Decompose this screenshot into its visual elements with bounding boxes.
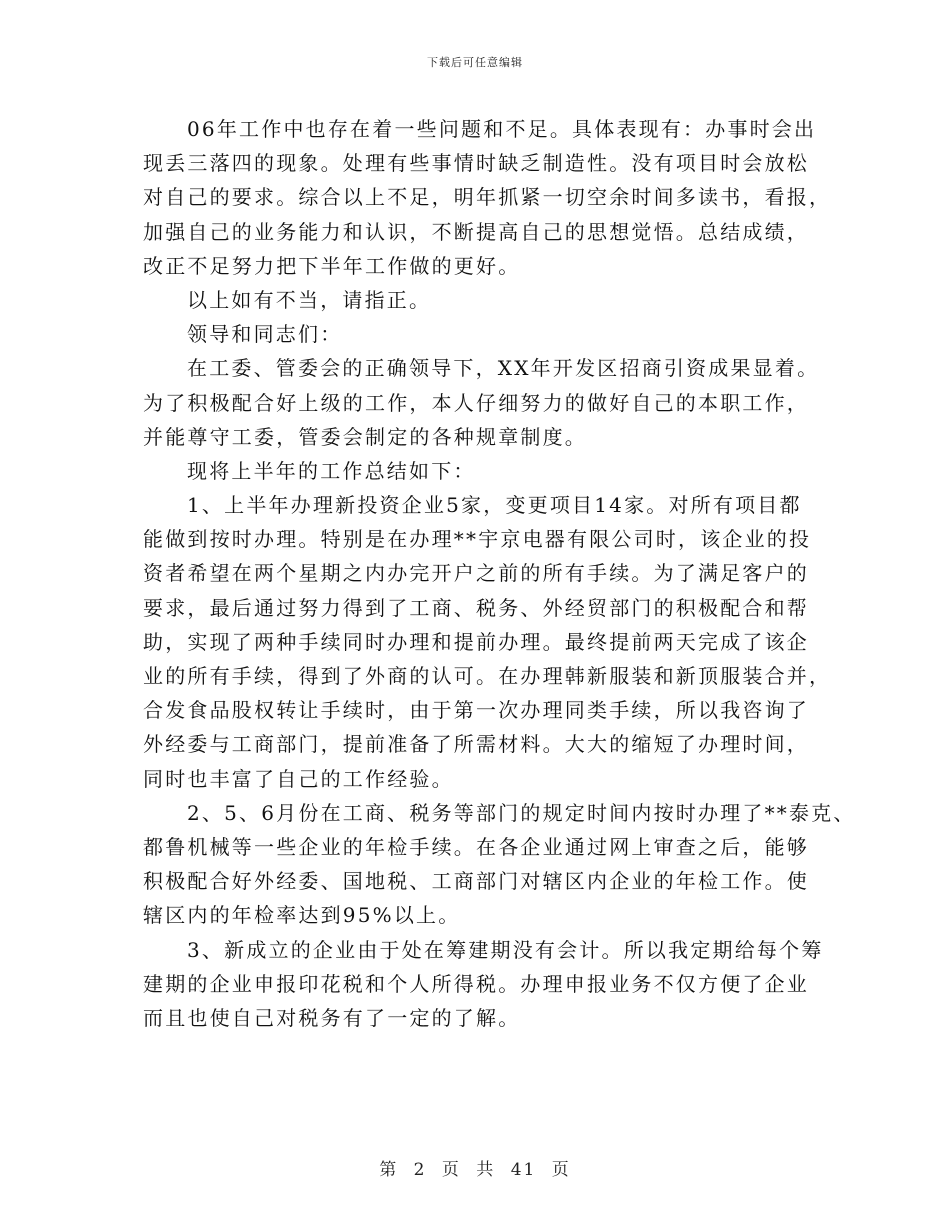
footer-page-total: 41 (510, 1160, 537, 1180)
document-body (143, 112, 856, 1035)
text-line: 同时也丰富了自己的工作经验。 (143, 766, 454, 791)
footer-page-current: 2 (413, 1160, 427, 1180)
text-line: 要求，最后通过努力得到了工商、税务、外经贸部门的积极配合和帮 (143, 595, 809, 620)
text-line: 助，实现了两种手续同时办理和提前办理。最终提前两天完成了该企 (143, 629, 809, 654)
text-line: 以上如有不当，请指正。 (187, 287, 432, 312)
text-line: 并能尊守工委，管委会制定的各种规章制度。 (143, 424, 587, 449)
text-line: 建期的企业申报印花税和个人所得税。办理申报业务不仅方便了企业 (143, 971, 809, 996)
text-line: 现将上半年的工作总结如下： (187, 458, 476, 483)
text-line: 领导和同志们： (187, 322, 343, 347)
text-line: 为了积极配合好上级的工作，本人仔细努力的做好自己的本职工作， (143, 390, 809, 415)
header-note: 下载后可任意编辑 (427, 56, 523, 69)
text-line: 都鲁机械等一些企业的年检手续。在各企业通过网上审查之后，能够 (143, 834, 809, 859)
footer-ye-2: 页 (551, 1160, 571, 1180)
text-line: 3、新成立的企业由于处在筹建期没有会计。所以我定期给每个筹 (187, 937, 824, 962)
text-line: 在工委、管委会的正确领导下，XX年开发区招商引资成果显着。 (187, 356, 820, 381)
footer-ye: 页 (441, 1160, 461, 1180)
text-line: 能做到按时办理。特别是在办理**宇京电器有限公司时，该企业的投 (143, 527, 812, 552)
text-line: 资者希望在两个星期之内办完开户之前的所有手续。为了满足客户的 (143, 561, 809, 586)
footer-gong: 共 (476, 1160, 496, 1180)
text-line: 对自己的要求。综合以上不足，明年抓紧一切空余时间多读书，看报， (143, 185, 832, 210)
text-line: 1、上半年办理新投资企业5家，变更项目14家。对所有项目都 (187, 493, 802, 518)
text-line: 积极配合好外经委、国地税、工商部门对辖区内企业的年检工作。使 (143, 869, 809, 894)
text-line: 外经委与工商部门，提前准备了所需材料。大大的缩短了办理时间， (143, 732, 809, 757)
page-footer (0, 1155, 950, 1180)
text-line: 加强自己的业务能力和认识，不断提高自己的思想觉悟。总结成绩， (143, 219, 809, 244)
text-line: 而且也使自己对税务有了一定的了解。 (143, 1005, 521, 1030)
text-line: 业的所有手续，得到了外商的认可。在办理韩新服装和新顶服装合并， (143, 664, 832, 688)
text-line: 辖区内的年检率达到95%以上。 (143, 903, 461, 928)
text-line: 改正不足努力把下半年工作做的更好。 (143, 253, 521, 278)
text-line: 2、5、6月份在工商、税务等部门的规定时间内按时办理了**泰克、 (187, 800, 856, 825)
footer-di: 第 (379, 1160, 399, 1180)
text-line: 合发食品股权转让手续时，由于第一次办理同类手续，所以我咨询了 (143, 698, 809, 723)
text-line: 06年工作中也存在着一些问题和不足。具体表现有：办事时会出 (187, 117, 817, 141)
text-line: 现丢三落四的现象。处理有些事情时缺乏制造性。没有项目时会放松 (143, 151, 809, 176)
